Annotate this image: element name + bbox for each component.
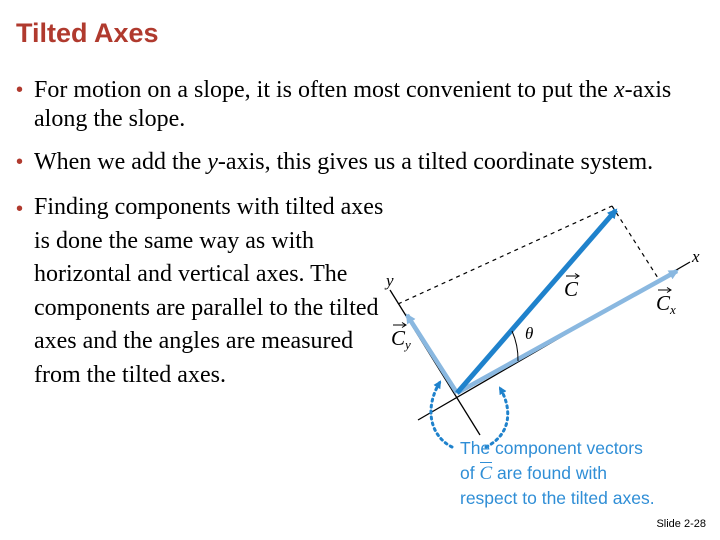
- bullet-marker: •: [16, 151, 24, 173]
- caption-line: [460, 461, 655, 487]
- dashed-projection-line: [612, 206, 658, 278]
- bullet-text: -axis along the slope.: [34, 77, 672, 132]
- caption-vector-c: C: [479, 462, 493, 484]
- diagram-caption: [460, 436, 655, 511]
- bullet-text: Finding components with tilted axes is done the same way as with horizontal and vertical axes. The components are parallel to the tilted axes and the angles are measured from the tilted axes.: [34, 194, 384, 388]
- slide-number: Slide 2-28: [656, 518, 706, 530]
- bullet-marker: •: [16, 79, 24, 101]
- y-axis-label: y: [386, 271, 394, 290]
- slide-title: Tilted Axes: [16, 18, 159, 48]
- bullet-text: For motion on a slope, it is often most convenient to put the: [34, 77, 614, 103]
- bullet-text: -axis, this gives us a tilted coordinate system.: [217, 149, 654, 175]
- vector-c: [457, 210, 616, 393]
- caption-line: respect to the tilted axes.: [460, 488, 655, 508]
- y-component-vector: [407, 315, 457, 393]
- bullet-marker: •: [16, 198, 24, 220]
- caption-text: of: [460, 462, 480, 483]
- angle-arc: [512, 331, 518, 361]
- y-component-label: Cy: [391, 326, 411, 352]
- angle-label: θ: [525, 324, 534, 343]
- vector-c-label: C: [564, 277, 579, 301]
- bullet-emphasis: y: [207, 149, 218, 175]
- bullet-text: When we add the: [34, 149, 208, 175]
- x-component-label: Cx: [656, 291, 676, 317]
- caption-text: are found with: [492, 462, 607, 483]
- rotation-arrow-left: [431, 382, 452, 447]
- caption-line: The component vectors: [460, 438, 643, 458]
- bullet-emphasis: x: [613, 77, 625, 103]
- x-axis-label: x: [692, 247, 700, 266]
